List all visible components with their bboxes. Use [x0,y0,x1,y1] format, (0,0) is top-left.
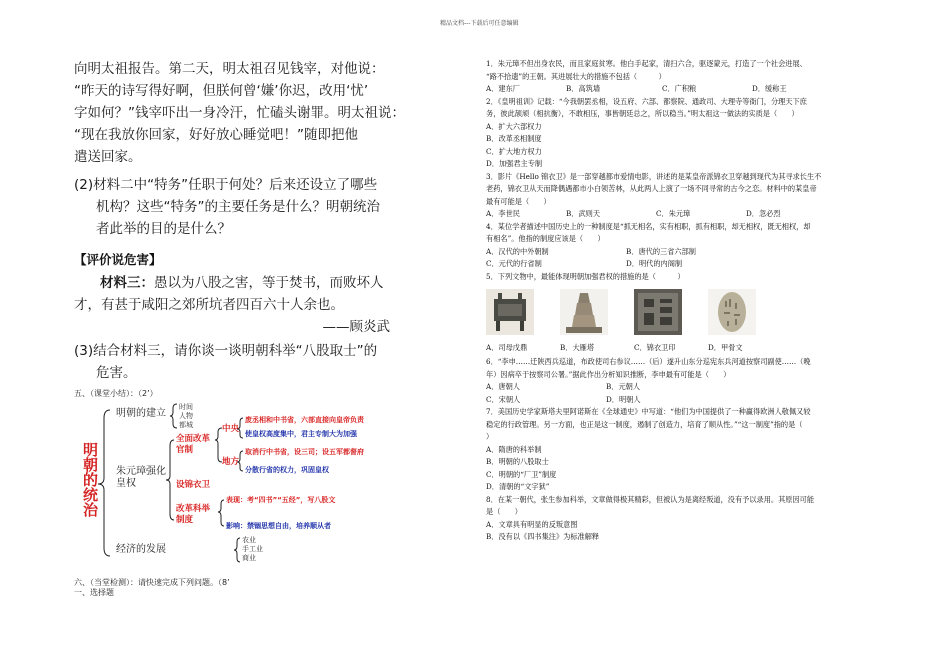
question-3 [74,340,414,384]
question-stem: 5．下列文物中，最能体现明朝加强君权的措施的是（ ） [486,271,685,281]
story-line: 字如何？”钱宰吓出一身冷汗，忙磕头谢罪。明太祖说： [74,105,405,121]
artifact-pagoda [560,289,614,354]
branch-strengthen-power: 朱元璋强化皇权 [116,466,166,489]
material-3 [74,272,414,338]
option: B．改革丞相制度 [486,134,542,143]
ding-image [486,289,534,335]
local-measure: 取消行中书省，设三司；设五军都督府 [245,448,364,456]
question-stem: 2．《皇明祖训》记载：“今我朝罢丞相，设五府、六部、都察院、通政司、大理寺等衙门，分理天下庶 [486,96,807,106]
founding-item: 都城 [179,421,193,429]
question-2-line: 机构？这些“特务”的主要任务是什么？明朝统治 [96,199,380,215]
options-row [486,258,886,271]
branch-founding: 明朝的建立 [116,408,166,419]
artifact-oracle-bone [708,289,762,354]
mind-map [64,398,414,578]
question-stem: 有相名”。他指的制度应该是（ ） [486,234,605,243]
option: B．武则天 [566,209,601,218]
option: A．唐朝人 [486,382,520,391]
material-3-text: 愚以为八股之害，等于焚书，而败坏人 [154,275,384,291]
options-row [486,394,886,407]
option: D．忽必烈 [746,209,781,218]
option: C．扩大地方权力 [486,146,542,156]
economy-item: 农业 [242,536,256,544]
reform-official-system: 全面改革官制 [176,434,211,455]
option: D．加强君主专制 [486,159,543,168]
question-stem: 4．某位学者描述中国历史上的一种制度是“抓无相名，实有相职，抓有相职，却无相权，既无相权，却 [486,221,811,231]
pagoda-image [560,289,608,335]
question-stem: 7．美国历史学家斯塔夫里阿诺斯在《全球通史》中写道：“他们为中国提供了一种赢得欧洲人敬佩又较 [486,407,811,416]
question-stem: 老药，锦衣卫从天而降偶遇都市小白领苦林，从此两人上演了一场不同寻常的古今之恋。材料中的某皇帝 [486,184,817,193]
keju-influence: 影响：禁锢思想自由，培养顺从者 [226,522,331,530]
artifact-caption: B．大雁塔 [560,342,595,352]
question-2-line: (2)材料二中“特务”任职于何处？后来还设立了哪些 [74,177,378,193]
artifact-caption: A．司母戊鼎 [486,342,528,352]
question-3-line: (3)结合材料三，请你谈一谈明朝科举“八股取士”的 [74,343,378,359]
artifact-caption: D．甲骨文 [708,342,743,352]
self-test [74,578,230,598]
story-line: “昨天的诗写得好啊，但朕何曾‘嫌’你迟，改用‘忧’ [74,83,369,99]
local-label: 地方 [222,457,240,467]
question-2-line: 者此举的目的是什么？ [96,221,231,237]
option: A．扩大六部权力 [486,121,542,131]
founding-item: 人物 [179,412,193,420]
option: D．清朝的“文字狱” [486,482,550,491]
options-row [486,208,886,221]
option: B．唐代的三省六部制 [626,246,696,256]
left-column [74,58,414,384]
option: A．建东厂 [486,84,520,93]
question-2 [74,174,414,240]
option: B．没有以《四书集注》为标准解释 [486,532,600,541]
oracle-bone-image [708,289,756,335]
economy-item: 手工业 [242,545,263,553]
section-title: 【评价说危害】 [74,252,162,267]
founding-item: 时间 [179,403,193,411]
option: D．明代的内阁制 [626,259,683,268]
local-effect: 分散行省的权力，巩固皇权 [245,466,329,474]
option: A．汉代的中外朝制 [486,246,549,256]
summary-title: 五、（课堂小结）：（2’） [74,389,158,398]
material-3-label: 材料三： [100,275,154,291]
question-stem: 年）因病卒于按察司公署。”据此作出分析知识推断，李申最有可能是（ ） [486,369,731,379]
story-paragraph [74,58,414,168]
story-line: “现在我放你回家，好好放心睡觉吧！”随即把他 [74,127,358,143]
question-stem: 务，彼此颉颃（相抗衡），不敢相压，事皆朝廷总之，所以稳当。”明太祖这一做法的实质是（ ） [486,109,799,118]
option: A．隋唐的科举制 [486,444,542,454]
option: A．文章具有明显的反叛意图 [486,519,578,529]
right-column [486,58,886,544]
question-stem: 6．“李申……迁陕西兵巡道，布政使司右参议……（后）遂升山东分巡宪东兵河道按察司副使……（晚 [486,357,811,366]
branch-economy: 经济的发展 [116,544,166,555]
economy-item: 商业 [242,554,256,562]
option: B．元朝人 [606,382,641,391]
question-3-line: 危害。 [96,365,137,381]
material-3-author: ——顾炎武 [322,319,390,335]
question-stem: 1．朱元璋不但出身农民，而且家庭贫寒。他白手起家，清扫六合，驱逐蒙元，打造了一个社会进展、 [486,59,807,68]
option: C．元代的行省制 [486,259,542,268]
option: B．高筑墙 [566,84,601,93]
option: C．朱元璋 [656,209,691,218]
option: D．缓称王 [752,84,787,93]
option: C．明朝的“厂卫”制度 [486,469,557,479]
option: D．明朝人 [606,394,641,404]
b3-brace [234,538,240,562]
story-line: 遣送回家。 [74,149,142,165]
jinyiwei: 设锦衣卫 [176,480,211,490]
options-row [486,246,886,259]
b1-brace [170,404,177,428]
question-stem: 最有可能是（ ） [486,196,551,206]
options-row [486,83,886,96]
question-stem: 稳定的行政管理。另一方面，也正是这一制度，遏制了创造力，培育了顺从性。”“这一制度”指的是（ [486,419,803,429]
material-3-text: 才，有甚于咸阳之郊所坑者四百六十人余也。 [74,297,344,313]
option: C．宋朝人 [486,394,521,404]
keju-reform: 改革科举制度 [176,504,211,525]
artifact-ding [486,289,540,354]
seal-image [634,289,682,335]
self-test-subtitle: 一、选择题 [74,588,114,597]
option: B．明朝的八股取士 [486,457,549,466]
artifact-caption: C．锦衣卫印 [634,342,676,352]
options-row [486,381,886,394]
page-header-note: 精品文档---下载后可任意编辑 [440,20,519,27]
reform-brace [215,428,222,462]
mind-map-root: 明朝的统治 [81,442,99,517]
keju-brace [218,500,224,526]
question-stem: 3．影片《Hello 锦衣卫》是一部穿越都市爱情电影，讲述的是某皇帝派锦衣卫穿越到现代为其寻求长生不 [486,171,822,181]
center-effect: 使皇权高度集中，君主专制大为加强 [245,430,357,438]
question-stem: 是（ ） [486,507,522,516]
story-line: 向明太祖报告。第二天，明太祖召见钱宰，对他说： [74,61,385,77]
artifact-images [486,289,886,354]
question-stem: “路不拾遗”的王朝。其进展壮大的措施不包括（ ） [486,71,666,81]
self-test-title: 六、（当堂检测）：请快速完成下列问题。（8’ [74,578,230,587]
center-label: 中央 [222,424,240,434]
keju-performance: 表现：考“四书”“五经”，写八股文 [226,496,336,504]
question-stem: ） [486,432,494,441]
question-stem: 8．在某一朝代，张生参加科举，文章做得极其精彩，但被认为是离经叛道，没有予以录用。其原因可能 [486,494,815,504]
option: C．广积粮 [662,84,697,93]
option: A．李世民 [486,209,520,218]
artifact-seal [634,289,688,354]
center-measure: 废丞相和中书省，六部直接向皇帝负责 [245,416,364,424]
